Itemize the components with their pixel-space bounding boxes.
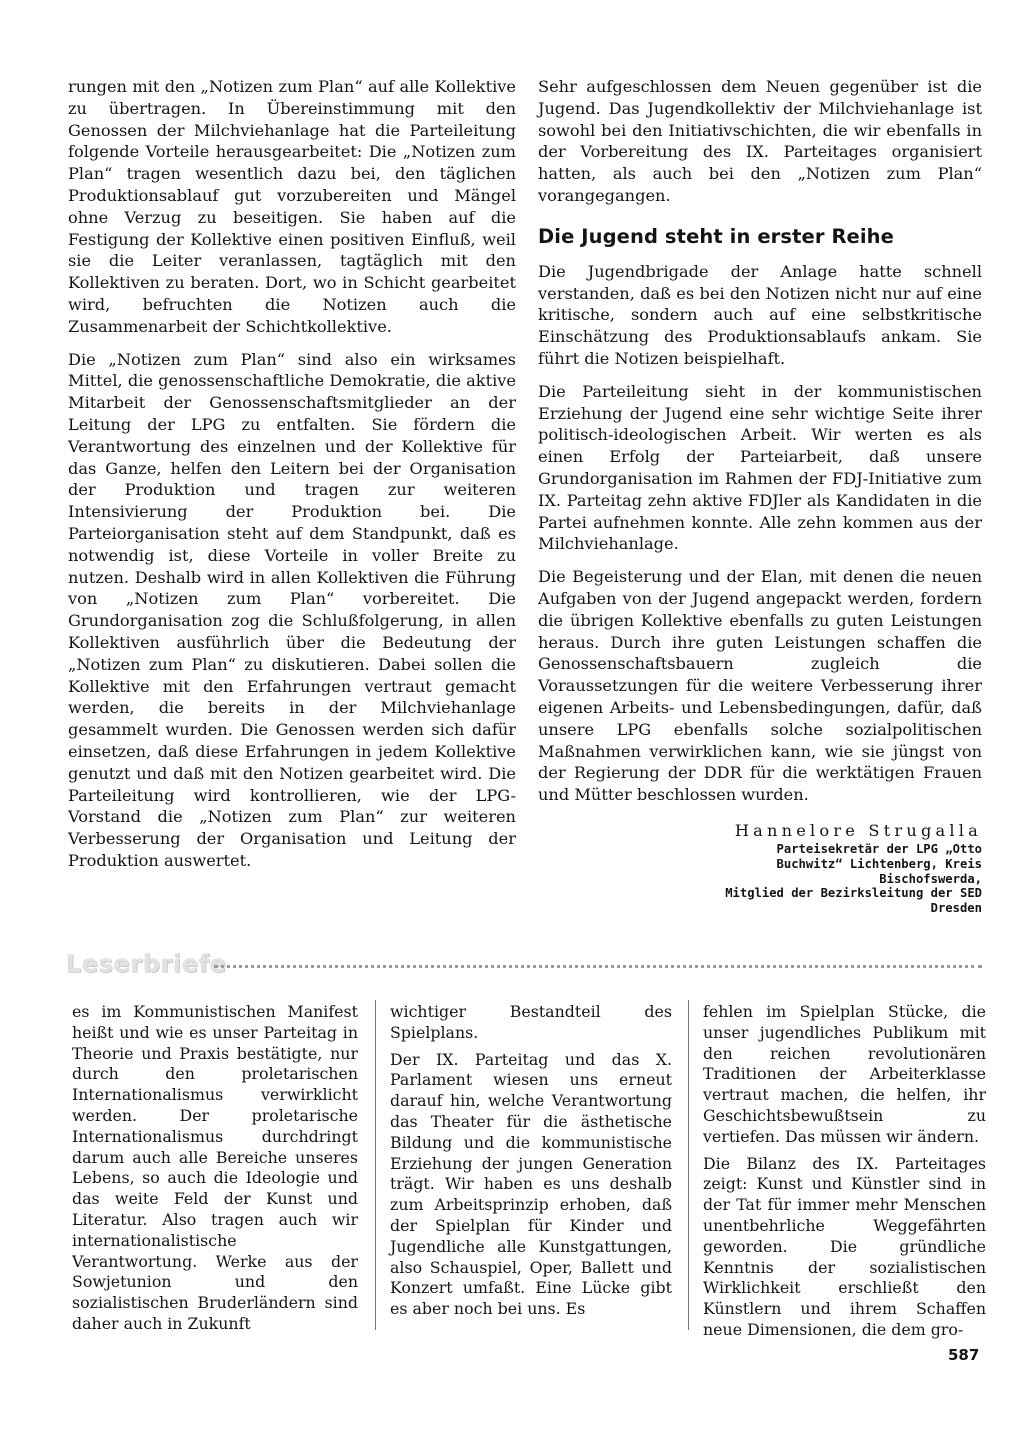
- author-role-line: Mitglied der Bezirksleitung der SED: [725, 886, 982, 901]
- article-paragraph: Die Jugendbrigade der Anlage hatte schnell verstanden, daß es bei den Notizen nicht nur auf eine kritische, sondern auch auf eine selbstkritische Einschätzung des Produktionsablaufs ankam. Sie führt die Notizen beispielhaft.: [538, 261, 982, 368]
- column-divider: [688, 1000, 689, 1330]
- letters-column-1: [72, 1002, 358, 1341]
- section-label: Leserbriefe: [66, 950, 227, 978]
- author-role-line: Buchwitz“ Lichtenberg, Kreis: [776, 856, 982, 871]
- page-number: 587: [948, 1346, 980, 1364]
- letters-column-2: [390, 1002, 672, 1326]
- letter-paragraph: Der IX. Parteitag und das X. Parlament wiesen uns erneut darauf hin, welche Verantwortung das Theater für die ästhetische Bildung und die kommunistische Erziehung der jungen Generation trägt. Wir haben es uns deshalb zum Arbeitsprinzip erhoben, daß der Spielplan für Kinder und Jugendliche alle Kunstgattungen, also Schauspiel, Oper, Ballett und Konzert umfaßt. Eine Lücke gibt es aber noch bei uns. Es: [390, 1049, 672, 1319]
- author-role-line: Bischofswerda,: [879, 871, 982, 886]
- article-paragraph: Die Begeisterung und der Elan, mit denen die neuen Aufgaben von der Jugend angepackt werden, fordern die übrigen Kollektive ebenfalls zu guten Leistungen heraus. Durch ihre guten Leistungen schaffen die Genossenschaftsbauern zugleich die Voraussetzungen für die weitere Verbesserung ihrer eigenen Arbeits- und Lebensbedingungen, dafür, daß unsere LPG ebenfalls solche sozialpolitischen Maßnahmen verwirklichen kann, wie sie jüngst von der Regierung der DDR für die werktätigen Frauen und Mütter beschlossen wurden.: [538, 567, 982, 805]
- letter-paragraph: es im Kommunistischen Manifest heißt und wie es unser Parteitag in Theorie und Praxis bestätigte, nur durch den proletarischen Internationalismus verwirklicht werden. Der proletarische Internationalismus durchdringt darum auch alle Bereiche unseres Lebens, so auch die Ideologie und das weite Feld der Kunst und Literatur. Also tragen auch wir internationalistische Verantwortung. Werke aus der Sowjetunion und den sozialistischen Bruderländern sind daher auch in Zukunft: [72, 1002, 358, 1333]
- author-role-line: Dresden: [930, 901, 982, 916]
- article-paragraph: Die Parteileitung sieht in der kommunistischen Erziehung der Jugend eine sehr wichtige Seite ihrer politisch-ideologischen Arbeit. Wir werten es als einen Erfolg der Parteiarbeit, daß unsere Grundorganisation im Rahmen der FDJ-Initiative zum IX. Parteitag zehn aktive FDJler als Kandidaten in die Partei aufnehmen konnte. Alle zehn kommen aus der Milchviehanlage.: [538, 381, 982, 554]
- section-divider: [214, 965, 982, 968]
- letter-paragraph: Die Bilanz des IX. Parteitages zeigt: Kunst und Künstler sind in der Tat für immer mehr Menschen unentbehrliche Weggefährten geworden. Die gründliche Kenntnis der sozialistischen Wirklichkeit erschließt den Künstlern und ihrem Schaffen neue Dimensionen, die dem gro-: [703, 1153, 986, 1339]
- author-role-line: Parteisekretär der LPG „Otto: [776, 841, 982, 856]
- section-banner: [66, 950, 984, 978]
- article-paragraph: Die „Notizen zum Plan“ sind also ein wirksames Mittel, die genossenschaftliche Demokratie, die aktive Mitarbeit der Genossenschaftsmitglieder an der Leitung der LPG zu entfalten. Sie fördern die Verantwortung des einzelnen und der Kollektive für das Ganze, helfen den Leitern bei der Organisation der Produktion und tragen zur weiteren Intensivierung der Produktion bei. Die Parteiorganisation steht auf dem Standpunkt, daß es notwendig ist, diese Vorteile in voller Breite zu nutzen. Deshalb wird in allen Kollektiven die Führung von „Notizen zum Plan“ vorbereitet. Die Grundorganisation zog die Schlußfolgerung, in allen Kollektiven ausführlich über die Bedeutung der „Notizen zum Plan“ zu diskutieren. Dabei sollen die Kollektive mit den Erfahrungen vertraut gemacht werden, die bereits in der Milchviehanlage gesammelt wurden. Die Genossen werden sich dafür einsetzen, daß diese Erfahrungen in jedem Kollektive genutzt und daß mit den Notizen gearbeitet wird. Die Parteileitung wird kontrollieren, wie der LPG-Vorstand die „Notizen zum Plan“ zur weiteren Verbesserung der Organisation und Leitung der Produktion auswertet.: [68, 349, 516, 870]
- article-paragraph: Sehr aufgeschlossen dem Neuen gegenüber ist die Jugend. Das Jugendkollektiv der Milchviehanlage ist sowohl bei den Initiativschichten, die wir ebenfalls in der Vorbereitung des IX. Parteitages organisiert hatten, als auch bei den „Notizen zum Plan“ vorangegangen.: [538, 77, 982, 205]
- article-paragraph: rungen mit den „Notizen zum Plan“ auf alle Kollektive zu übertragen. In Übereinstimmung mit den Genossen der Milchviehanlage hat die Parteileitung folgende Vorteile herausgearbeitet: Die „Notizen zum Plan“ tragen wesentlich dazu bei, den täglichen Produktionsablauf gut vorzubereiten und Mängel ohne Verzug zu beseitigen. Sie haben auf die Festigung der Kollektive einen positiven Einfluß, weil sie die Leiter veranlassen, tagtäglich mit den Kollektiven zu beraten. Dort, wo in Schicht gearbeitet wird, befruchten die Notizen auch die Zusammenarbeit der Schichtkollektive.: [68, 77, 516, 336]
- letters-column-3: [703, 1002, 986, 1347]
- author-signature: [538, 820, 982, 916]
- article-column-left: [68, 76, 516, 872]
- author-name: Hannelore Strugalla: [734, 820, 982, 840]
- letter-paragraph: fehlen im Spielplan Stücke, die unser jugendliches Publikum mit den reichen revolutionären Traditionen der Arbeiterklasse vertraut machen, die helfen, ihr Geschichtsbewußtsein zu vertiefen. Das müssen wir ändern.: [703, 1002, 986, 1146]
- column-divider: [375, 1000, 376, 1330]
- letter-paragraph: wichtiger Bestandteil des Spielplans.: [390, 1002, 672, 1042]
- article-column-right: [538, 76, 982, 916]
- section-heading: Die Jugend steht in erster Reihe: [538, 224, 894, 248]
